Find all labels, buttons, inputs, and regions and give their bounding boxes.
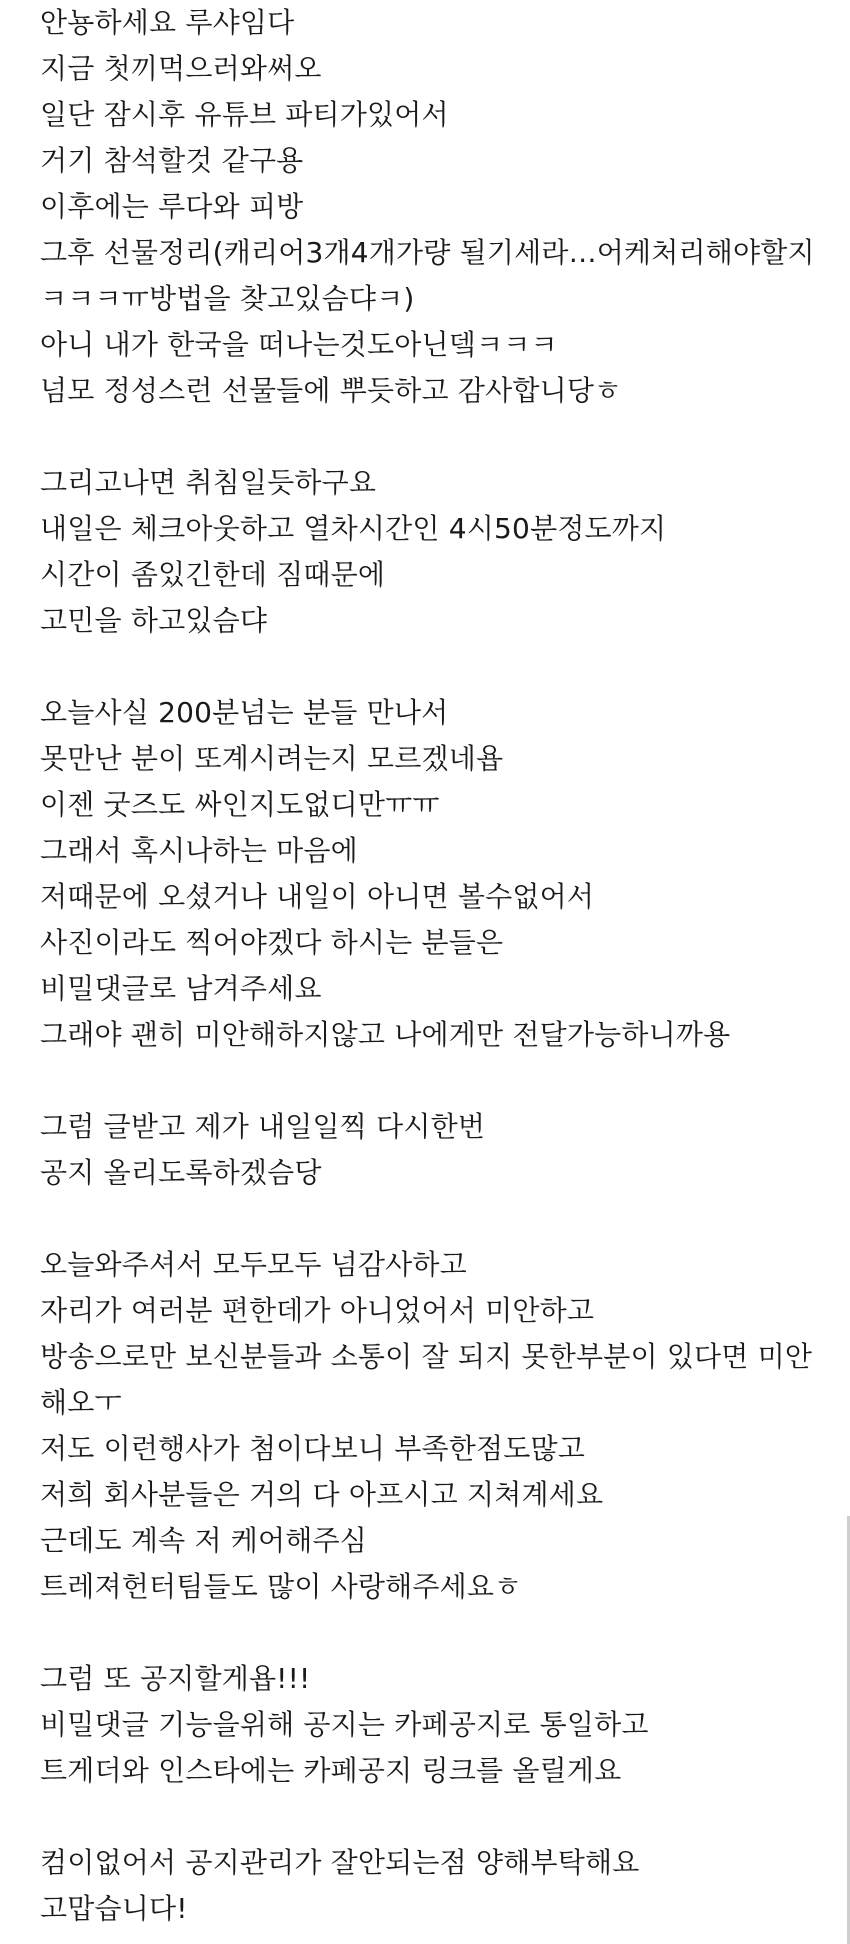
post-line: 그래야 괜히 미안해하지않고 나에게만 전달가능하니까용: [40, 1018, 731, 1051]
post-line: 오늘사실 200분넘는 분들 만나서: [40, 696, 449, 729]
post-line: 이후에는 루다와 피방: [40, 190, 304, 223]
post-line: 그럼 또 공지할게욥!!!: [40, 1662, 311, 1695]
post-line: 자리가 여러분 편한데가 아니었어서 미안하고: [40, 1294, 595, 1327]
post-line: 오늘와주셔서 모두모두 넘감사하고: [40, 1248, 467, 1281]
post-line: 고민을 하고있슴댜: [40, 604, 268, 637]
post-line: 비밀댓글 기능을위해 공지는 카페공지로 통일하고: [40, 1708, 649, 1741]
post-line: 저희 회사분들은 거의 다 아프시고 지쳐계세요: [40, 1478, 604, 1511]
post-line: 아니 내가 한국을 떠나는것도아닌뎈ㅋㅋㅋ: [40, 328, 558, 361]
post-line: 그후 선물정리(캐리어3개4개가량 될기세라…어케처리해야할지: [40, 236, 815, 269]
post-line: ㅋㅋㅋㅠ방법을 찾고있슴댜ㅋ): [40, 282, 415, 315]
post-line: 그리고나면 취침일듯하구요: [40, 466, 377, 499]
post-line: 그럼 글받고 제가 내일일찍 다시한번: [40, 1110, 486, 1143]
post-line: 안뇽하세요 루샤임다: [40, 6, 295, 39]
post-line: 트레져헌터팀들도 많이 사랑해주세요ㅎ: [40, 1570, 522, 1603]
post-line: 넘모 정성스런 선물들에 뿌듯하고 감사합니당ㅎ: [40, 374, 622, 407]
post-line: 시간이 좀있긴한데 짐때문에: [40, 558, 386, 591]
post-line: 컴이없어서 공지관리가 잘안되는점 양해부탁해요: [40, 1846, 640, 1879]
post-line: 못만난 분이 또계시려는지 모르겠네욥: [40, 742, 504, 775]
post-line: 거기 참석할것 같구용: [40, 144, 304, 177]
post-line: 트게더와 인스타에는 카페공지 링크를 올릴게요: [40, 1754, 622, 1787]
post-line: 사진이라도 찍어야겠다 하시는 분들은: [40, 926, 504, 959]
post-line: 저도 이런행사가 첨이다보니 부족한점도많고: [40, 1432, 586, 1465]
post-line: 비밀댓글로 남겨주세요: [40, 972, 322, 1005]
post-line: 저때문에 오셨거나 내일이 아니면 볼수없어서: [40, 880, 595, 913]
post-line: 고맙습니다!: [40, 1892, 188, 1925]
post-line: 방송으로만 보신분들과 소통이 잘 되지 못한부분이 있다면 미안: [40, 1340, 813, 1373]
post-line: 근데도 계속 저 케어해주심: [40, 1524, 368, 1557]
post-line: 지금 첫끼먹으러와써오: [40, 52, 322, 85]
post-line: 내일은 체크아웃하고 열차시간인 4시50분정도까지: [40, 512, 667, 545]
post-line: 공지 올리도록하겠슴당: [40, 1156, 322, 1189]
post-line: 해오ㅜ: [40, 1386, 122, 1419]
post-line: 일단 잠시후 유튜브 파티가있어서: [40, 98, 449, 131]
post-line: 이젠 굿즈도 싸인지도없디만ㅠㅠ: [40, 788, 440, 821]
post-line: 그래서 혹시나하는 마음에: [40, 834, 358, 867]
